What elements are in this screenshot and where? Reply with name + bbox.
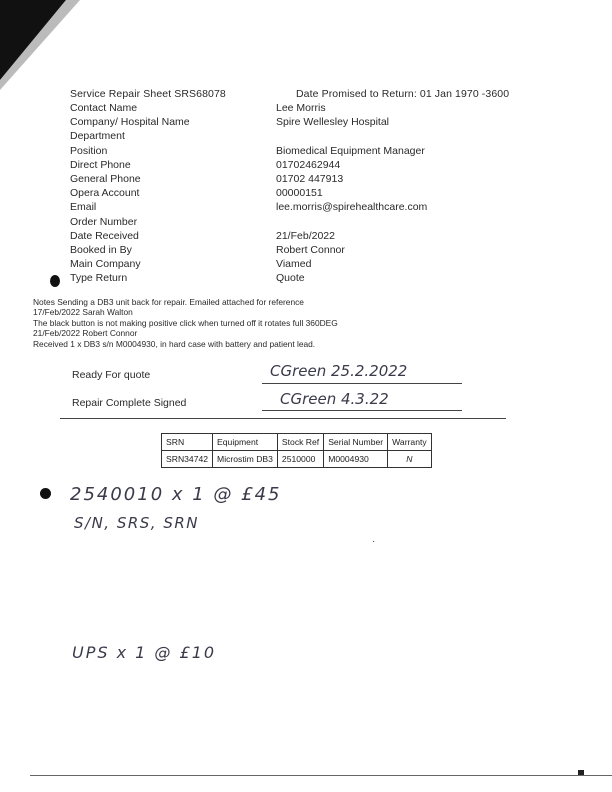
table-header-cell: Warranty xyxy=(388,434,432,451)
notes-block xyxy=(33,297,338,349)
field-email: Email lee.morris@spirehealthcare.com xyxy=(70,201,428,214)
note-line: 17/Feb/2022 Sarah Walton xyxy=(33,307,133,318)
field-date-received: Date Received 21/Feb/2022 xyxy=(70,229,335,242)
note-line: Received 1 x DB3 s/n M0004930, in hard case with battery and patient lead. xyxy=(33,338,316,349)
field-company: Company/ Hospital Name Spire Wellesley Hospital xyxy=(70,116,390,129)
handwritten-line-1: 2540010 x 1 @ £45 xyxy=(70,484,282,505)
table-cell: M0004930 xyxy=(324,451,388,468)
table-header-cell: Stock Ref xyxy=(277,434,323,451)
contact-fields xyxy=(70,102,550,286)
table-cell: Microstim DB3 xyxy=(213,451,278,468)
srn-table xyxy=(161,433,432,468)
table-header-cell: Equipment xyxy=(213,434,278,451)
date-promised: Date Promised to Return: 01 Jan 1970 -3600 xyxy=(296,88,510,100)
complete-signature: CGreen 4.3.22 xyxy=(280,390,389,408)
table-row xyxy=(162,451,432,468)
note-line: Notes Sending a DB3 unit back for repair. Emailed attached for reference xyxy=(33,297,304,307)
handwritten-line-2: S/N, SRS, SRN xyxy=(74,514,199,532)
scan-edge-mark xyxy=(578,770,584,775)
field-order-number: Order Number xyxy=(70,215,138,228)
section-divider xyxy=(60,418,506,419)
sheet-title: Service Repair Sheet SRS68078 xyxy=(70,88,226,100)
table-cell: N xyxy=(388,451,432,468)
complete-signature-line xyxy=(262,410,462,411)
note-line: The black button is not making positive click when turned off it rotates full 360DEG xyxy=(33,317,338,328)
punch-hole-mark xyxy=(50,275,60,287)
handwritten-line-3: UPS x 1 @ £10 xyxy=(72,643,217,662)
field-opera-account: Opera Account 00000151 xyxy=(70,187,323,200)
field-main-company: Main Company Viamed xyxy=(70,258,312,271)
field-booked-in-by: Booked in By Robert Connor xyxy=(70,243,345,256)
stray-mark: · xyxy=(372,536,376,547)
punch-hole-mark xyxy=(40,488,51,499)
ready-for-quote-label: Ready For quote xyxy=(72,369,151,381)
note-line: 21/Feb/2022 Robert Connor xyxy=(33,328,138,339)
table-header-cell: SRN xyxy=(162,434,213,451)
table-header-cell: Serial Number xyxy=(324,434,388,451)
table-cell: SRN34742 xyxy=(162,451,213,468)
repair-complete-label: Repair Complete Signed xyxy=(72,397,187,409)
field-type-return: Type Return Quote xyxy=(70,272,305,285)
field-position: Position Biomedical Equipment Manager xyxy=(70,144,425,157)
scan-bottom-edge xyxy=(30,775,612,776)
field-contact-name: Contact Name Lee Morris xyxy=(70,102,326,114)
field-general-phone: General Phone 01702 447913 xyxy=(70,172,344,185)
ready-signature-line xyxy=(262,383,462,384)
table-cell: 2510000 xyxy=(277,451,323,468)
ready-signature: CGreen 25.2.2022 xyxy=(270,362,408,380)
field-department: Department xyxy=(70,130,125,143)
table-header-row xyxy=(162,434,432,451)
scan-corner-shadow xyxy=(0,0,80,90)
field-direct-phone: Direct Phone 01702462944 xyxy=(70,158,341,171)
